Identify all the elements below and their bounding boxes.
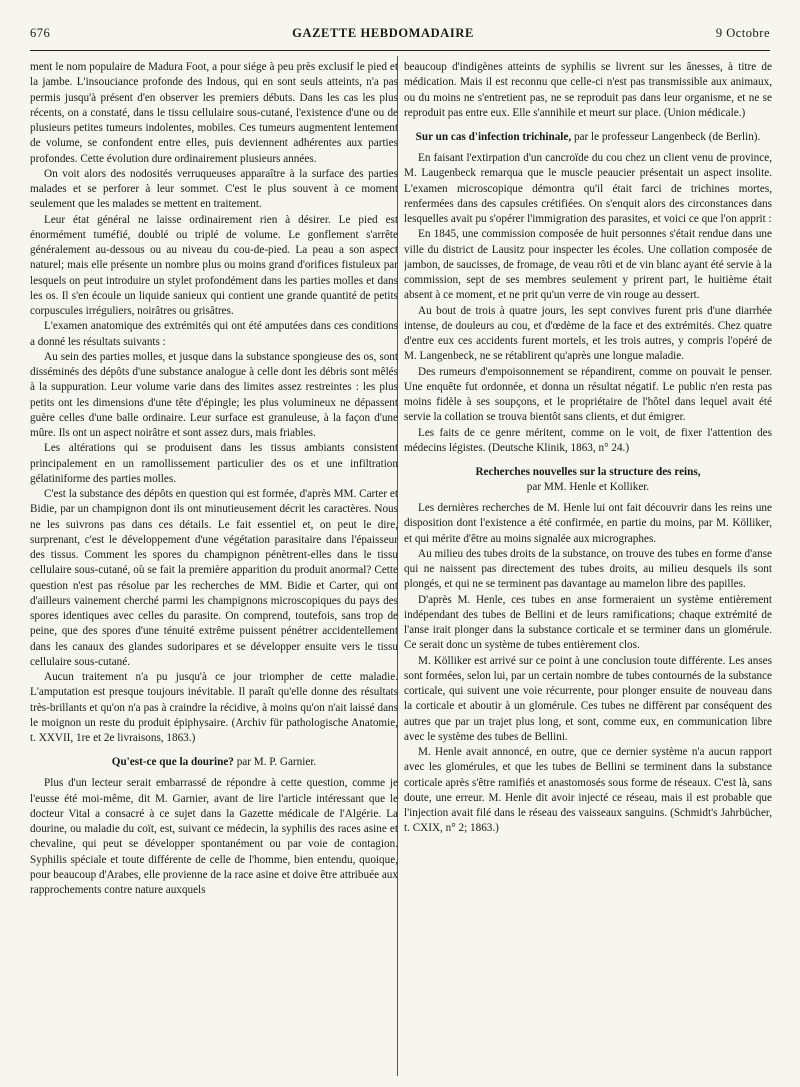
paragraph: Les altérations qui se produisent dans les tissus ambiants consistent principalement en un ramollissement particulier des os et une infiltration gélatiniforme des parties molles. — [30, 442, 398, 485]
paragraph: Les faits de ce genre méritent, comme on le voit, de fixer l'attention des médecins légistes. (Deutsche Klinik, 1863, n° 24.) — [404, 426, 772, 454]
section-byline: par MM. Henle et Kolliker. — [526, 481, 650, 493]
paragraph: Au milieu des tubes droits de la substance, on trouve des tubes en forme d'anse qui ne naissent pas directement des tubes droits, au milieu desquels ils sont plongés, et qui ne se terminent pas davantage au mamelon libre des papilles. — [404, 547, 772, 591]
paragraph: Au bout de trois à quatre jours, les sept convives furent pris d'une diarrhée intense, de douleurs au cou, et d'œdème de la face et des extrémités. Chez quatre d'entre eux ces accidents furent mortels, et les trois autres, y compris l'opéré de M. Langenbeck, ne se rétablirent qu'après une longue maladie. — [404, 304, 772, 363]
paragraph: M. Henle avait annoncé, en outre, que ce dernier système n'a aucun rapport avec les glomérules, et que les tubes de Bellini se terminent dans la substance corticale après s'être ramifiés et anastomosés sous forme de réseaux. C'est là, sans doute, une erreur. M. Henle dit avoir injecté ce réseau, mais il est probable que l'injection avait filé dans le réseau des vaisseaux sanguins. (Schmidt's Jahrbücher, t. CXIX, n° 2; 1863.) — [404, 746, 772, 835]
paragraph: M. Kölliker est arrivé sur ce point à une conclusion toute différente. Les anses sont formées, selon lui, par un certain nombre de tubes contournés de la substance corticale, qui suivent une voie récurrente, pour plonger ensuite de nouveau dans la corticale et aboutir à un glomérule. Ces tubes ne diffèrent par conséquent des autres que par un trajet plus long, et sont, comme eux, en communication libre avec le système des tubes de Bellini. — [404, 654, 772, 743]
page-header — [30, 26, 770, 48]
issue-date: 9 Octobre — [715, 26, 770, 40]
section-byline: par le professeur Langenbeck (de Berlin). — [573, 131, 761, 143]
paragraph: Aucun traitement n'a pu jusqu'à ce jour triompher de cette maladie. L'amputation est presque toujours inévitable. Il paraît qu'elle donne des résultats très-brillants et qu'on n'a pas à craindre la récidive, à moins qu'on n'ait laissé dans le moignon un reste du produit épiphysaire. (Archiv für pathologische Anatomie, t. XXVII, 1re et 2e livraisons, 1863.) — [30, 671, 398, 744]
paragraph: ment le nom populaire de Madura Foot, a pour siége à peu près exclusif le pied et la jambe. L'insouciance profonde des Indous, qui en sont seuls atteints, n'a pas permis jusqu'à présent d'en observer les premiers débuts. Dans les cas les plus récents, on a constaté, dans le tissu cellulaire sous-cutané, l'existence d'une ou de plusieurs petites tumeurs indolentes, mobiles. Ces tumeurs augmentent lentement de volume, se confondent entre elles, puis deviennent adhérentes aux parties profondes. Cette évolution dure ordinairement plusieurs années. — [30, 61, 398, 165]
section-title: Qu'est-ce que la dourine? — [111, 756, 234, 769]
section-title: Sur un cas d'infection trichinale, — [415, 131, 572, 143]
section-title: Recherches nouvelles sur la structure des reins, — [475, 466, 701, 478]
paragraph: D'après M. Henle, ces tubes en anse formeraient un système entièrement indépendant des tubes de Bellini et de leurs ramifications; chaque extrémité de l'anse irait plonger dans la substance corticale et se terminer dans un glomérule. Ce serait donc un système de tubes entièrement clos. — [404, 593, 772, 652]
paragraph: Les dernières recherches de M. Henle lui ont fait découvrir dans les reins une disposition dont l'existence a été confirmée, en partie du moins, par M. Kölliker, et qui mérite d'être au moins signalée aux micrographes. — [404, 502, 772, 545]
paragraph: C'est la substance des dépôts en question qui est formée, d'après MM. Carter et Bidie, par un champignon dont ils ont minutieusement décrit les caractères. Nous ne les suivrons pas dans ces détails. Le fait essentiel et, on peut le dire, surprenant, c'est le développement d'une végétation parasitaire dans l'épaisseur des tissus. Comment les spores du champignon pénètrent-elles dans le tissu cellulaire sous-cutané, où se fait la première apparition du produit anormal? Cette question n'est pas résolue par les recherches de MM. Bidie et Carter, qui ont d'ailleurs vainement cherché parmi les champignons microscopiques du pays des spores identiques avec celles du parasite. On comprend, toutefois, sans trop de peine, que des spores d'une ténuité extrême puissent pénétrer accidentellement dans les canaux des glandes sudoripares et se développer ensuite vers le tissu cellulaire sous-cutané. — [30, 488, 398, 668]
paragraph: beaucoup d'indigènes atteints de syphilis se livrent sur les ânesses, à titre de médication. Mais il est reconnu que celle-ci n'est pas transmissible aux animaux, ou du moins ne s'entretient pas, ne se reproduit pas dans leur organisme, et ne se reproduit pas entre eux. Elle s'annihile et meurt sur place. (Union médicale.) — [404, 61, 772, 119]
paragraph: En 1845, une commission composée de huit personnes s'était rendue dans une ville du district de Lausitz pour inspecter les écoles. Une collation composée de jambon, de saucisses, de fromage, de veau rôti et de vin blanc ayant été servie à la commission, sept de ses membres seulement y prirent part, le huitième était absent à ce moment, et ne prit qu'un verre de vin rouge au dessert. — [404, 228, 772, 302]
paragraph: En faisant l'extirpation d'un cancroïde du cou chez un client venu de province, M. Laugenbeck remarqua que le muscle peaucier présentait un aspect insolite. L'examen microscopique démontra qu'il était farci de trichines mortes, renfermées dans des capsules crétifiées. On s'enquit alors des circonstances dans lesquelles avait pu s'opérer l'immigration des parasites, et voici ce que l'on apprit : — [404, 152, 772, 225]
right-column — [404, 60, 772, 1080]
header-rule — [30, 50, 770, 51]
section-heading — [404, 465, 772, 495]
section-heading — [404, 130, 772, 145]
paragraph: Leur état général ne laisse ordinairement rien à désirer. Le pied est énormément tuméfié, doublé ou triplé de volume. Le gonflement s'arrête généralement au-dessous ou au niveau du cou-de-pied. La peau a son aspect naturel; mais elle présente un nombre plus ou moins grand d'orifices fistuleux par lesquels on peut introduire un stylet profondément dans les parties molles et dans les os. Il s'en écoule un liquide sanieux qui contient une grande quantité de petits corpuscules irréguliers, noirâtres ou grisâtres. — [30, 213, 398, 317]
left-column — [30, 60, 398, 1080]
section-byline: par M. P. Garnier. — [236, 756, 317, 769]
paragraph: Des rumeurs d'empoisonnement se répandirent, comme on pouvait le penser. Une enquête fut ordonnée, et donna un résultat négatif. Le public n'en resta pas moins fidèle à ses soupçons, et le propriétaire de l'hôtel dans lequel avait été servie la collation se trouva bientôt sans clients, et dut émigrer. — [404, 365, 772, 424]
page-number: 676 — [30, 26, 51, 40]
paragraph: On voit alors des nodosités verruqueuses apparaître à la surface des parties malades et se perforer à leur sommet. C'est le plus souvent à ce moment seulement que les malades se mettent en traitement. — [30, 167, 398, 211]
paragraph: Au sein des parties molles, et jusque dans la substance spongieuse des os, sont disséminés des dépôts d'une substance analogue à celle dont les débris sont mêlés à la suppuration. Leur volume varie dans des limites assez restreintes : les plus petits ont les dimensions d'une tête d'épingle; les plus volumineux ne dépassent guère celles d'une balle ordinaire. Leur surface est granuleuse, à la façon d'une mûre. Ils ont un aspect noirâtre et sont assez durs, mais friables. — [30, 350, 398, 439]
paragraph: Plus d'un lecteur serait embarrassé de répondre à cette question, comme je l'eusse été moi-même, dit M. Garnier, avant de lire l'article intéressant que le docteur Vital a consacré à ce sujet dans la Gazette médicale de l'Algérie. La dourine, ou maladie du coït, est, suivant ce médecin, la syphilis des races asine et chevaline, qui peut se développer spontanément ou par voie de contagion. Syphilis spéciale et toute différente de celle de l'homme, bien entendu, quoique, pour beaucoup d'Arabes, elle provienne de la race asine et doive être attribuée aux rapprochements contre nature auxquels — [30, 777, 398, 896]
paragraph: L'examen anatomique des extrémités qui ont été amputées dans ces conditions a donné les résultats suivants : — [30, 320, 398, 348]
section-heading — [30, 755, 398, 770]
journal-title: GAZETTE HEBDOMADAIRE — [292, 26, 474, 40]
